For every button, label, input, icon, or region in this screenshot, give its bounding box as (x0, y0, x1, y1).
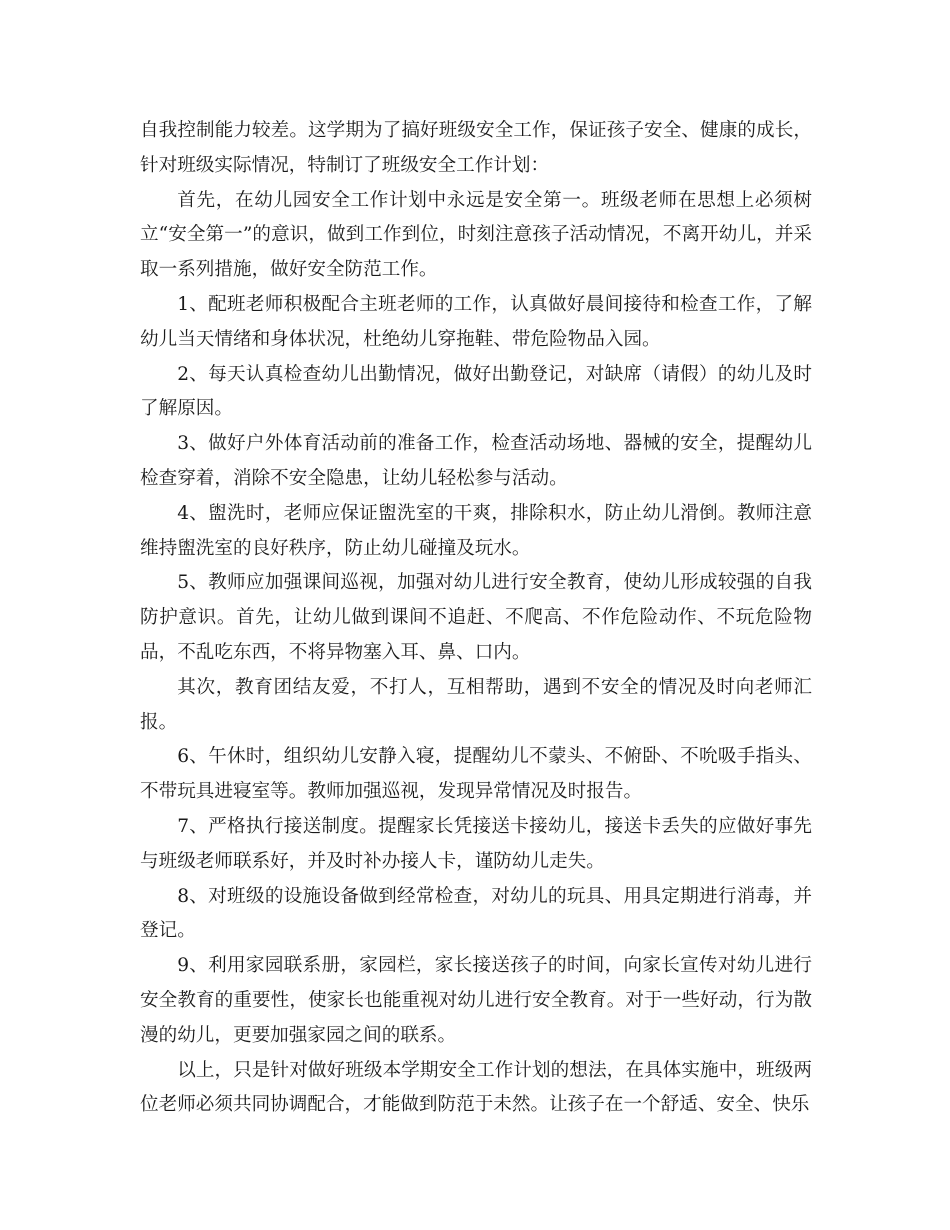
paragraph-item-8: 8、对班级的设施设备做到经常检查，对幼儿的玩具、用具定期进行消毒，并登记。 (140, 885, 812, 942)
document-body (140, 114, 812, 1123)
paragraph-continuation: 自我控制能力较差。这学期为了搞好班级安全工作，保证孩子安全、健康的成长，针对班级实际情况，特制订了班级安全工作计划： (140, 120, 812, 176)
paragraph-item-9: 9、利用家园联系册，家园栏，家长接送孩子的时间，向家长宣传对幼儿进行安全教育的重要性，使家长也能重视对幼儿进行安全教育。对于一些好动，行为散漫的幼儿，更要加强家园之间的联系。 (140, 955, 812, 1046)
paragraph-item-7: 7、严格执行接送制度。提醒家长凭接送卡接幼儿，接送卡丢失的应做好事先与班级老师联系好，并及时补办接人卡，谨防幼儿走失。 (140, 815, 812, 872)
paragraph-safety-first: 首先，在幼儿园安全工作计划中永远是安全第一。班级老师在思想上必须树立“安全第一”的意识，做到工作到位，时刻注意孩子活动情况，不离开幼儿，并采取一系列措施，做好安全防范工作。 (140, 189, 812, 281)
paragraph-item-1: 1、配班老师积极配合主班老师的工作，认真做好晨间接待和检查工作，了解幼儿当天情绪和身体状况，杜绝幼儿穿拖鞋、带危险物品入园。 (140, 293, 812, 350)
paragraph-conclusion: 以上，只是针对做好班级本学期安全工作计划的想法，在具体实施中，班级两位老师必须共同协调配合，才能做到防范于未然。让孩子在一个舒适、安全、快乐 (140, 1059, 812, 1116)
paragraph-item-2: 2、每天认真检查幼儿出勤情况，做好出勤登记，对缺席（请假）的幼儿及时了解原因。 (140, 363, 812, 420)
paragraph-item-6: 6、午休时，组织幼儿安静入寝，提醒幼儿不蒙头、不俯卧、不吮吸手指头、不带玩具进寝室等。教师加强巡视，发现异常情况及时报告。 (140, 746, 812, 803)
paragraph-item-5: 5、教师应加强课间巡视，加强对幼儿进行安全教育，使幼儿形成较强的自我防护意识。首先，让幼儿做到课间不追赶、不爬高、不作危险动作、不玩危险物品，不乱吃东西，不将异物塞入耳、鼻、口内。 (140, 572, 812, 663)
paragraph-item-4: 4、盥洗时，老师应保证盥洗室的干爽，排除积水，防止幼儿滑倒。教师注意维持盥洗室的良好秩序，防止幼儿碰撞及玩水。 (140, 502, 812, 559)
paragraph-secondly: 其次，教育团结友爱，不打人，互相帮助，遇到不安全的情况及时向老师汇报。 (140, 676, 812, 733)
paragraph-item-3: 3、做好户外体育活动前的准备工作，检查活动场地、器械的安全，提醒幼儿检查穿着，消除不安全隐患，让幼儿轻松参与活动。 (140, 433, 812, 489)
